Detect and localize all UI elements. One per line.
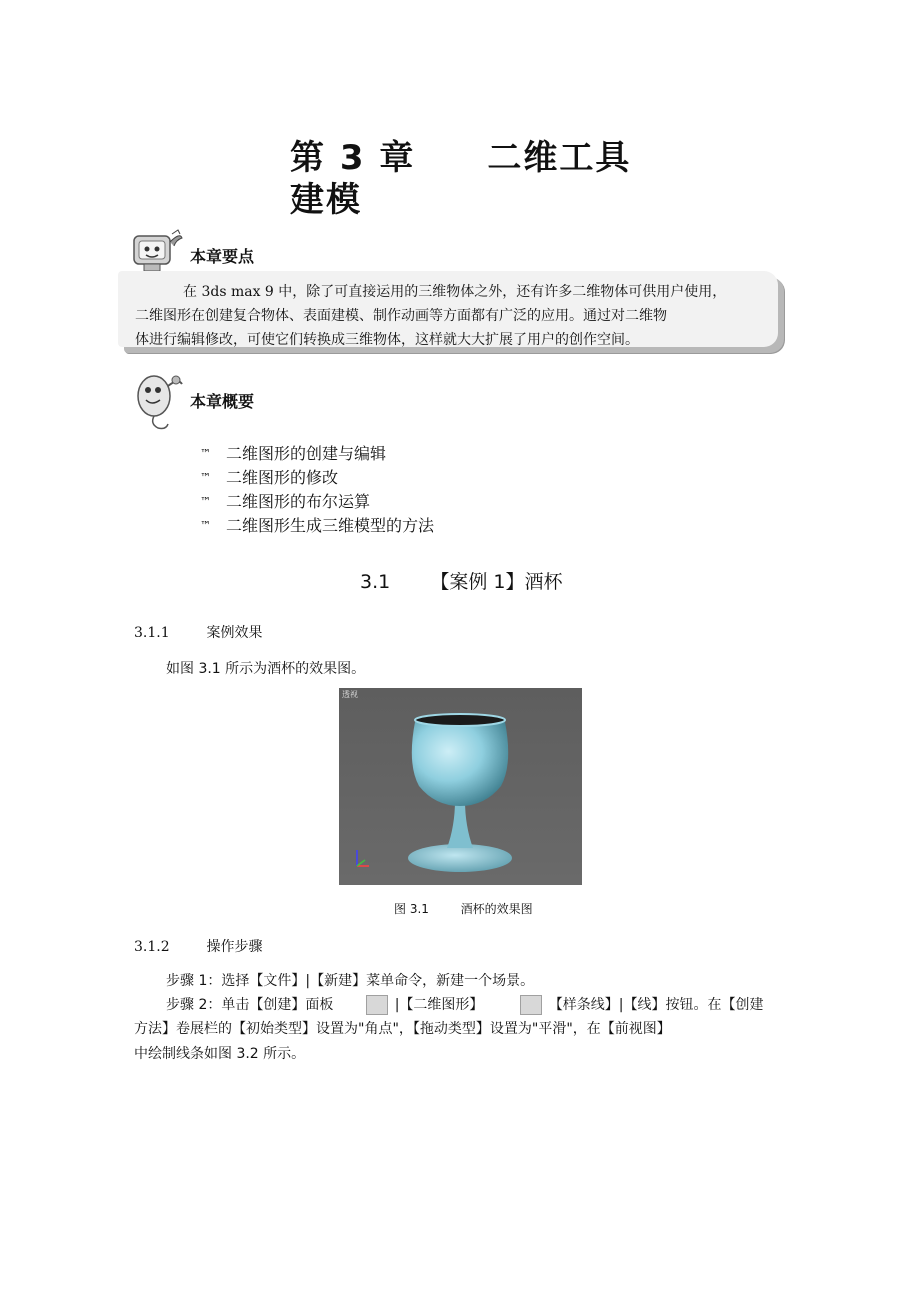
section-title: 【案例 1】酒杯 — [430, 571, 563, 593]
figure-reference-text: 如图 3.1 所示为酒杯的效果图。 — [166, 661, 366, 677]
overview-list — [200, 442, 434, 538]
splines-icon — [520, 995, 542, 1015]
shapes-panel-icon — [366, 995, 388, 1015]
step-2-line3: 中绘制线条如图 3.2 所示。 — [134, 1046, 306, 1062]
key-points-line3: 体进行编辑修改，可使它们转换成三维物体，这样就大大扩展了用户的创作空间。 — [135, 332, 639, 348]
overview-heading: 本章概要 — [190, 392, 255, 411]
bullet-mark: ™ — [200, 495, 211, 508]
viewport-label: 透视 — [342, 690, 358, 699]
bullet-mark: ™ — [200, 519, 211, 532]
section-number: 3.1 — [360, 571, 391, 593]
key-points-text — [135, 280, 775, 352]
chapter-title-line2: 建模 — [290, 180, 362, 220]
list-item — [200, 490, 434, 514]
list-item-text: 二维图形的修改 — [226, 468, 339, 487]
bullet-mark: ™ — [200, 471, 211, 484]
subsection-heading-1 — [134, 622, 263, 642]
key-points-heading: 本章要点 — [190, 247, 255, 266]
subsection-title: 操作步骤 — [206, 939, 263, 955]
list-item-text: 二维图形的创建与编辑 — [226, 444, 387, 463]
figure-caption-text: 酒杯的效果图 — [460, 902, 533, 916]
figure-caption — [394, 900, 533, 917]
step-2-line2: 方法】卷展栏的【初始类型】设置为"角点"，【拖动类型】设置为"平滑"，在【前视图】 — [134, 1021, 671, 1037]
key-points-line1: 在 3ds max 9 中，除了可直接运用的三维物体之外，还有许多二维物体可供用户使用， — [183, 284, 727, 300]
step-2-text-c: 【样条线】|【线】按钮。在【创建 — [548, 997, 764, 1013]
chapter-title — [290, 138, 631, 220]
list-item — [200, 442, 434, 466]
subsection-heading-2 — [134, 936, 263, 956]
subsection-title: 案例效果 — [206, 625, 263, 641]
section-heading — [360, 567, 562, 594]
step-2-text-b: |【二维图形】 — [394, 997, 484, 1013]
list-item-text: 二维图形生成三维模型的方法 — [226, 516, 435, 535]
subsection-number: 3.1.2 — [134, 939, 170, 955]
chapter-title-line1: 第 3 章 二维工具 — [290, 138, 632, 178]
wine-glass-image — [339, 688, 582, 885]
step-1: 步骤 1：选择【文件】|【新建】菜单命令，新建一个场景。 — [166, 973, 535, 989]
wine-glass-render — [339, 688, 582, 885]
list-item — [200, 466, 434, 490]
step-2-text-a: 步骤 2：单击【创建】面板 — [166, 997, 334, 1013]
list-item — [200, 514, 434, 538]
bullet-mark: ™ — [200, 447, 211, 460]
subsection-number: 3.1.1 — [134, 625, 170, 641]
list-item-text: 二维图形的布尔运算 — [226, 492, 371, 511]
key-points-line2: 二维图形在创建复合物体、表面建模、制作动画等方面都有广泛的应用。通过对二维物 — [135, 308, 667, 324]
figure-caption-number: 图 3.1 — [394, 902, 429, 916]
mouse-mascot-icon — [132, 372, 186, 436]
step-2 — [166, 992, 764, 1018]
